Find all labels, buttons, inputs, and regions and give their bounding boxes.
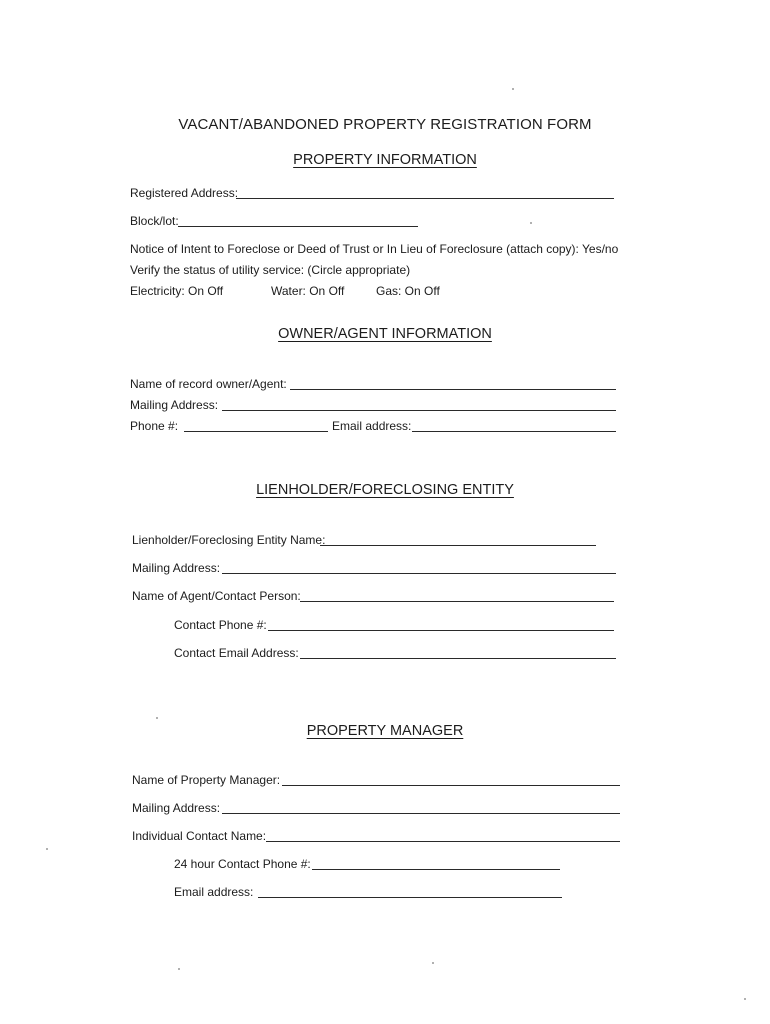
manager-contact-name-field[interactable] xyxy=(266,841,620,842)
gas-option[interactable]: Gas: On Off xyxy=(376,284,440,298)
manager-email-label: Email address: xyxy=(174,885,254,899)
owner-phone-field[interactable] xyxy=(184,431,328,432)
manager-contact-name-label: Individual Contact Name: xyxy=(132,829,267,843)
lienholder-contact-email-field[interactable] xyxy=(300,658,616,659)
electricity-option[interactable]: Electricity: On Off xyxy=(130,284,224,298)
manager-phone-field[interactable] xyxy=(312,869,560,870)
lienholder-heading: LIENHOLDER/FORECLOSING ENTITY xyxy=(256,482,514,498)
owner-email-label: Email address: xyxy=(332,419,412,433)
lienholder-mailing-label: Mailing Address: xyxy=(132,561,221,575)
block-lot-field[interactable] xyxy=(178,226,418,227)
manager-mailing-label: Mailing Address: xyxy=(132,801,221,815)
notice-of-intent-text: Notice of Intent to Foreclose or Deed of Trust or In Lieu of Foreclosure (attach copy): Yes/no xyxy=(130,242,619,256)
owner-name-field[interactable] xyxy=(290,389,616,390)
scan-speck xyxy=(46,848,48,850)
owner-mailing-field[interactable] xyxy=(222,410,616,411)
scan-speck xyxy=(530,222,532,224)
owner-name-label: Name of record owner/Agent: xyxy=(130,377,287,391)
scan-speck xyxy=(156,717,158,719)
form-title: VACANT/ABANDONED PROPERTY REGISTRATION FORM xyxy=(178,116,592,133)
owner-email-field[interactable] xyxy=(412,431,616,432)
lienholder-agent-field[interactable] xyxy=(300,601,614,602)
owner-mailing-label: Mailing Address: xyxy=(130,398,219,412)
block-lot-label: Block/lot: xyxy=(130,214,179,228)
manager-phone-label: 24 hour Contact Phone #: xyxy=(174,857,311,871)
registered-address-label: Registered Address: xyxy=(130,186,239,200)
manager-email-field[interactable] xyxy=(258,897,562,898)
lienholder-agent-label: Name of Agent/Contact Person: xyxy=(132,589,301,603)
lienholder-mailing-field[interactable] xyxy=(222,573,616,574)
lienholder-name-label: Lienholder/Foreclosing Entity Name: xyxy=(132,533,326,547)
manager-mailing-field[interactable] xyxy=(222,813,620,814)
scan-speck xyxy=(512,88,514,90)
owner-agent-heading: OWNER/AGENT INFORMATION xyxy=(278,326,492,342)
scan-speck xyxy=(432,962,434,964)
property-information-heading: PROPERTY INFORMATION xyxy=(293,152,477,168)
manager-name-field[interactable] xyxy=(282,785,620,786)
scan-speck xyxy=(178,968,180,970)
lienholder-name-field[interactable] xyxy=(320,545,596,546)
owner-phone-label: Phone #: xyxy=(130,419,179,433)
utility-verify-text: Verify the status of utility service: (Circle appropriate) xyxy=(130,263,411,277)
lienholder-contact-email-label: Contact Email Address: xyxy=(174,646,299,660)
scan-speck xyxy=(744,998,746,1000)
property-manager-heading: PROPERTY MANAGER xyxy=(306,723,464,739)
lienholder-contact-phone-field[interactable] xyxy=(268,630,614,631)
registered-address-field[interactable] xyxy=(236,198,614,199)
lienholder-contact-phone-label: Contact Phone #: xyxy=(174,618,267,632)
manager-name-label: Name of Property Manager: xyxy=(132,773,281,787)
water-option[interactable]: Water: On Off xyxy=(271,284,345,298)
